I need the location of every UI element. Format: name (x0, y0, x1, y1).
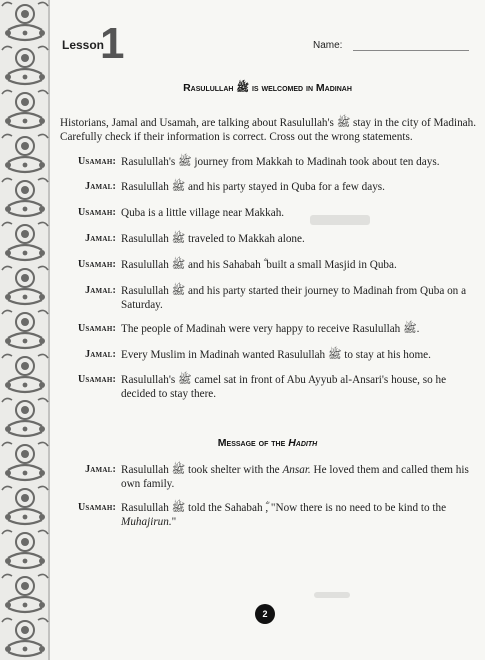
title-text: Rasulullah ﷺ is welcomed in Madinah (183, 82, 352, 94)
lesson-number: 1 (100, 19, 123, 68)
speaker-label: Jamal: (85, 349, 116, 360)
speaker-label: Usamah: (77, 323, 116, 334)
statement-text: Rasulullah's ﷺ journey from Makkah to Madinah took about ten days. (121, 156, 440, 168)
speaker-label: Usamah: (77, 156, 116, 167)
speaker-label: Usamah: (77, 207, 116, 218)
speaker-label: Usamah: (77, 374, 116, 385)
statement-text: Rasulullah ﷺ and his party stayed in Quba for a few days. (121, 181, 385, 193)
speaker-label: Jamal: (85, 181, 116, 192)
statement-text: Quba is a little village near Makkah. (121, 207, 285, 219)
instructions: Historians, Jamal and Usamah, are talking about Rasulullah's ﷺ stay in the city of Madinah. Carefully check if their information is correct. Cross out the wrong statements. (60, 117, 477, 143)
statement-text: Rasulullah ﷺ and his Sahabah ؓ built a small Masjid in Quba. (121, 259, 397, 271)
page-number-badge: 2 (255, 604, 275, 624)
statement-text: Every Muslim in Madinah wanted Rasulullah ﷺ to stay at his home. (121, 349, 431, 361)
worksheet-title (60, 82, 475, 97)
statement-text: Rasulullah ﷺ told the Sahabah ؓ, "Now there is no need to be kind to the Muhajirun." (121, 502, 447, 528)
section-title-italic: Hadith (288, 437, 318, 449)
section-title-hadith (60, 437, 475, 449)
speaker-label: Jamal: (85, 285, 116, 296)
ornament-pattern (0, 0, 50, 660)
speaker-label: Jamal: (85, 464, 116, 475)
speaker-label: Usamah: (77, 502, 116, 513)
section-title-prefix: Message of the (217, 437, 286, 449)
statement-text: The people of Madinah were very happy to receive Rasulullah ﷺ. (121, 323, 420, 335)
statement-text: Rasulullah's ﷺ camel sat in front of Abu Ayyub al-Ansari's house, so he decided to stay there. (121, 374, 447, 400)
name-field-line[interactable] (353, 50, 469, 51)
statement-text: Rasulullah ﷺ and his party started their journey to Madinah from Quba on a Saturday. (121, 285, 467, 311)
speaker-label: Jamal: (85, 233, 116, 244)
ornamental-border (0, 0, 50, 660)
speaker-label: Usamah: (77, 259, 116, 270)
scan-smudge (314, 592, 350, 598)
lesson-label: Lesson (62, 38, 105, 52)
statement-text: Rasulullah ﷺ took shelter with the Ansar. He loved them and called them his own family. (121, 464, 469, 490)
name-label: Name: (313, 40, 343, 51)
statement-text: Rasulullah ﷺ traveled to Makkah alone. (121, 233, 305, 245)
scan-smudge (310, 215, 370, 225)
